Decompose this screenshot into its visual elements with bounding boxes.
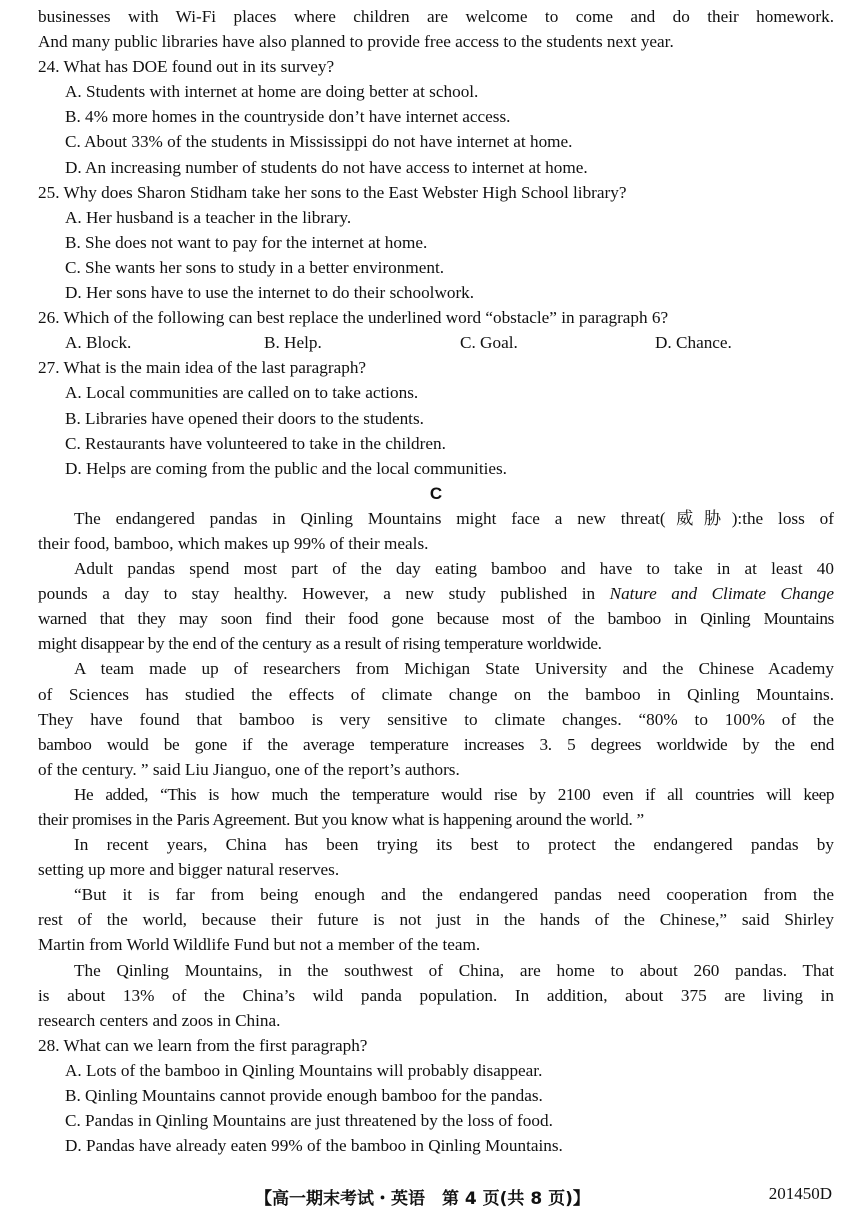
passage-line: bamboo would be gone if the average temperature increases 3. 5 degrees worldwide by the end	[38, 734, 834, 754]
passage-line: is about 13% of the China’s wild panda population. In addition, about 375 are living in	[38, 985, 834, 1005]
option-c: C. Goal.	[460, 333, 518, 353]
option-d: D. Pandas have already eaten 99% of the bamboo in Qinling Mountains.	[65, 1136, 563, 1156]
paragraph	[38, 506, 834, 556]
passage-c	[38, 506, 834, 1033]
passage-line: of Sciences has studied the effects of climate change on the bamboo in Qinling Mountains.	[38, 684, 834, 704]
passage-line: The Qinling Mountains, in the southwest of China, are home to about 260 pandas. That	[74, 960, 834, 980]
passage-line: research centers and zoos in China.	[38, 1010, 281, 1030]
question-27	[38, 355, 834, 480]
passage-line: their food, bamboo, which makes up 99% of their meals.	[38, 533, 429, 553]
option-d: D. An increasing number of students do not have access to internet at home.	[65, 157, 588, 177]
option-b: B. Libraries have opened their doors to the students.	[65, 408, 424, 428]
option-a: A. Block.	[65, 333, 132, 353]
passage-line: Adult pandas spend most part of the day eating bamboo and have to take in at least 40	[74, 559, 834, 579]
question-26	[38, 305, 834, 355]
passage-line: In recent years, China has been trying its best to protect the endangered pandas by	[74, 835, 834, 855]
option-a: A. Students with internet at home are doing better at school.	[65, 82, 479, 102]
passage-text: pounds a day to stay healthy. However, a new study published in	[38, 584, 610, 604]
question-25	[38, 180, 834, 305]
intro-line: And many public libraries have also planned to provide free access to the students next year.	[38, 32, 674, 52]
paragraph	[38, 882, 834, 957]
options-row	[38, 330, 834, 355]
passage-line: He added, “This is how much the temperature would rise by 2100 even if all countries will keep	[74, 784, 834, 804]
question-stem: 26. Which of the following can best replace the underlined word “obstacle” in paragraph 6?	[38, 308, 669, 328]
page-footer	[0, 1184, 860, 1208]
paragraph	[38, 958, 834, 1033]
passage-line: “But it is far from being enough and the endangered pandas need cooperation from the	[74, 885, 834, 905]
question-stem: 27. What is the main idea of the last paragraph?	[38, 358, 367, 378]
footer-page-info: 【高一期末考试・英语 第 4 页(共 8 页)】	[255, 1189, 590, 1209]
paragraph	[38, 556, 834, 656]
option-a: A. Local communities are called on to take actions.	[65, 383, 419, 403]
intro-text	[38, 4, 834, 54]
passage-line: They have found that bamboo is very sensitive to climate changes. “80% to 100% of the	[38, 709, 834, 729]
passage-line: of the century. ” said Liu Jianguo, one of the report’s authors.	[38, 759, 460, 779]
paragraph	[38, 656, 834, 781]
passage-line: warned that they may soon find their food gone because most of the bamboo in Qinling Mountains	[38, 609, 834, 629]
question-24	[38, 54, 834, 179]
journal-title: Nature and Climate Change	[609, 584, 834, 604]
passage-line: might disappear by the end of the century as a result of rising temperature worldwide.	[38, 634, 602, 654]
option-b: B. She does not want to pay for the internet at home.	[65, 232, 428, 252]
passage-line: their promises in the Paris Agreement. But you know what is happening around the world. ”	[38, 810, 644, 829]
paragraph	[38, 782, 834, 832]
question-28	[38, 1033, 834, 1158]
passage-line: Martin from World Wildlife Fund but not a member of the team.	[38, 935, 481, 955]
option-d: D. Her sons have to use the internet to do their schoolwork.	[65, 283, 475, 303]
footer-exam-code: 201450D	[768, 1184, 832, 1203]
option-b: B. Qinling Mountains cannot provide enough bamboo for the pandas.	[65, 1086, 543, 1106]
passage-line	[38, 581, 834, 606]
passage-line: A team made up of researchers from Michigan State University and the Chinese Academy	[74, 659, 834, 679]
question-stem: 24. What has DOE found out in its survey?	[38, 57, 335, 77]
exam-page	[38, 4, 834, 1158]
question-stem: 25. Why does Sharon Stidham take her sons to the East Webster High School library?	[38, 182, 627, 202]
passage-line: The endangered pandas in Qinling Mountains might face a new threat(威胁):the loss of	[74, 508, 834, 528]
intro-line: businesses with Wi-Fi places where children are welcome to come and do their homework.	[38, 7, 834, 26]
question-stem: 28. What can we learn from the first paragraph?	[38, 1035, 368, 1055]
option-a: A. Lots of the bamboo in Qinling Mountains will probably disappear.	[65, 1060, 543, 1080]
option-c: C. She wants her sons to study in a better environment.	[65, 257, 445, 277]
option-c: C. Restaurants have volunteered to take in the children.	[65, 433, 446, 453]
option-c: C. Pandas in Qinling Mountains are just threatened by the loss of food.	[65, 1111, 553, 1131]
option-b: B. Help.	[264, 333, 322, 353]
paragraph	[38, 832, 834, 882]
passage-line: setting up more and bigger natural reserves.	[38, 860, 340, 880]
option-a: A. Her husband is a teacher in the library.	[65, 207, 352, 227]
passage-line: rest of the world, because their future is not just in the hands of the Chinese,” said Shirley	[38, 910, 834, 930]
option-d: D. Chance.	[655, 333, 732, 353]
option-c: C. About 33% of the students in Mississippi do not have internet at home.	[65, 132, 573, 152]
section-label: C	[429, 483, 443, 503]
option-b: B. 4% more homes in the countryside don’t have internet access.	[65, 107, 511, 127]
option-d: D. Helps are coming from the public and the local communities.	[65, 458, 507, 478]
